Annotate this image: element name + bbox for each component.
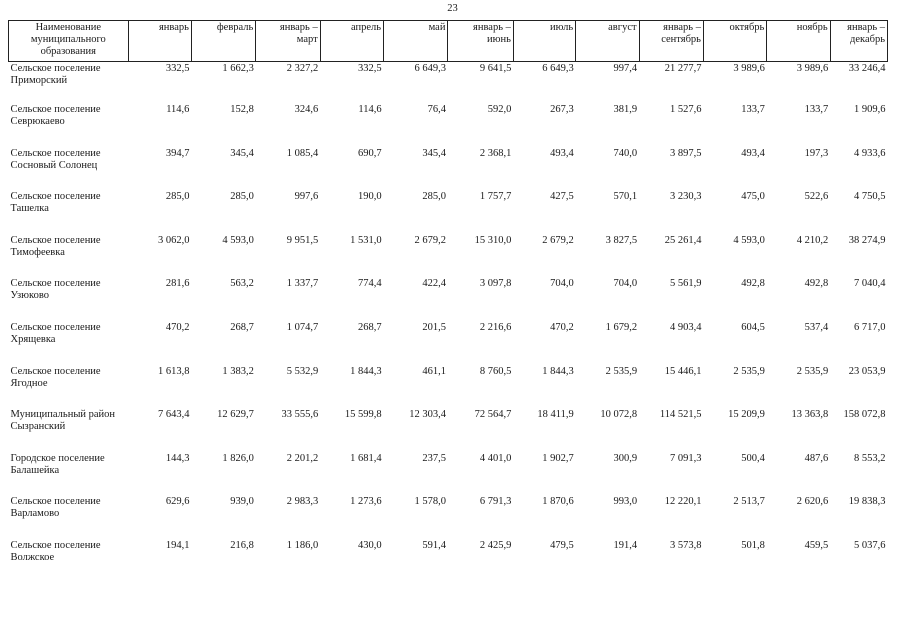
- value-cell: 324,6: [294, 104, 319, 115]
- value-cell: 1 186,0: [286, 539, 319, 551]
- value-cell: 1 273,6: [350, 496, 382, 508]
- value-cell: 2 679,2: [542, 234, 574, 246]
- municipality-name: Сельское поселение Севрюкаево: [10, 104, 101, 127]
- value-cell: 285,0: [422, 191, 446, 203]
- value-cell: 4 903,4: [669, 321, 702, 333]
- column-header-period: ноябрь: [767, 21, 830, 62]
- value-cell: 3 897,5: [669, 147, 702, 159]
- value-cell: 1 578,0: [414, 496, 446, 508]
- value-cell: 216,8: [230, 539, 254, 551]
- value-cell: 3 097,8: [479, 278, 512, 290]
- value-cell: 25 261,4: [664, 234, 702, 246]
- value-cell: 201,5: [422, 321, 446, 333]
- value-cell: 19 838,3: [848, 496, 886, 508]
- table-row: [9, 453, 888, 497]
- column-header-period: январь – сентябрь: [639, 21, 703, 62]
- table-row: [9, 540, 888, 584]
- value-cell: 1 613,8: [157, 365, 190, 377]
- page-number: 23: [447, 3, 458, 14]
- value-cell: 1 870,6: [542, 496, 574, 508]
- municipality-name: Городское поселение Балашейка: [10, 452, 105, 476]
- column-header-period: январь – июнь: [448, 21, 513, 62]
- value-cell: 38 274,9: [848, 234, 886, 246]
- value-cell: 2 535,9: [733, 365, 765, 377]
- value-cell: 133,7: [741, 104, 765, 115]
- value-cell: 459,5: [804, 539, 829, 551]
- value-cell: 4 593,0: [222, 234, 254, 246]
- municipality-name: Сельское поселение Хрящевка: [10, 321, 101, 345]
- value-cell: 2 368,1: [479, 147, 512, 159]
- value-cell: 6 791,3: [479, 496, 512, 508]
- value-cell: 345,4: [230, 147, 254, 159]
- municipality-name: Сельское поселение Сосновый Солонец: [10, 147, 101, 171]
- value-cell: 10 072,8: [600, 409, 638, 421]
- value-cell: 475,0: [741, 191, 765, 203]
- value-cell: 300,9: [613, 452, 638, 464]
- value-cell: 592,0: [487, 104, 512, 115]
- value-cell: 492,8: [741, 278, 765, 290]
- column-header-period: февраль: [191, 21, 255, 62]
- value-cell: 2 679,2: [414, 234, 446, 246]
- value-cell: 570,1: [613, 191, 638, 203]
- value-cell: 21 277,7: [664, 63, 702, 74]
- value-cell: 993,0: [613, 496, 638, 508]
- municipality-name: Муниципальный район Сызранский: [10, 409, 116, 433]
- value-cell: 1 074,7: [286, 321, 319, 333]
- value-cell: 2 983,3: [286, 496, 319, 508]
- value-cell: 7 643,4: [157, 409, 190, 421]
- value-cell: 394,7: [165, 147, 190, 159]
- value-cell: 1 527,6: [669, 104, 702, 115]
- column-header-period: октябрь: [703, 21, 766, 62]
- value-cell: 1 531,0: [350, 234, 382, 246]
- column-header-period: апрель: [320, 21, 383, 62]
- value-cell: 470,2: [165, 321, 190, 333]
- value-cell: 629,6: [165, 496, 190, 508]
- value-cell: 345,4: [422, 147, 446, 159]
- value-cell: 15 446,1: [664, 365, 702, 377]
- value-cell: 3 062,0: [157, 234, 190, 246]
- data-table: [8, 20, 888, 584]
- value-cell: 158 072,8: [843, 409, 886, 421]
- value-cell: 12 220,1: [664, 496, 702, 508]
- table-body: [9, 62, 888, 584]
- value-cell: 690,7: [357, 147, 382, 159]
- value-cell: 487,6: [804, 452, 829, 464]
- value-cell: 15 209,9: [728, 409, 765, 421]
- value-cell: 5 037,6: [854, 539, 886, 551]
- value-cell: 114,6: [166, 104, 190, 115]
- value-cell: 15 599,8: [344, 409, 382, 421]
- table-header: [9, 21, 888, 62]
- value-cell: 1 337,7: [286, 278, 319, 290]
- value-cell: 4 593,0: [733, 234, 765, 246]
- value-cell: 1 681,4: [350, 452, 382, 464]
- value-cell: 7 040,4: [854, 278, 886, 290]
- value-cell: 7 091,3: [669, 452, 702, 464]
- value-cell: 13 363,8: [791, 409, 829, 421]
- value-cell: 133,7: [804, 104, 829, 115]
- value-cell: 190,0: [357, 191, 382, 203]
- value-cell: 2 620,6: [796, 496, 829, 508]
- value-cell: 997,6: [294, 191, 319, 203]
- value-cell: 33 555,6: [281, 409, 319, 421]
- value-cell: 740,0: [613, 147, 638, 159]
- value-cell: 479,5: [550, 539, 574, 551]
- column-header-period: июль: [513, 21, 575, 62]
- column-header-period: январь: [128, 21, 191, 62]
- value-cell: 9 951,5: [286, 234, 319, 246]
- value-cell: 23 053,9: [848, 365, 886, 377]
- value-cell: 492,8: [804, 278, 829, 290]
- value-cell: 197,3: [804, 147, 829, 159]
- value-cell: 1 844,3: [542, 365, 574, 377]
- value-cell: 72 564,7: [474, 409, 512, 421]
- value-cell: 1 085,4: [286, 147, 319, 159]
- table-row: [9, 322, 888, 366]
- column-header-period: январь – декабрь: [830, 21, 887, 62]
- column-header-period: май: [384, 21, 448, 62]
- value-cell: 563,2: [230, 278, 254, 290]
- table-row: [9, 278, 888, 322]
- value-cell: 500,4: [741, 452, 765, 464]
- municipality-name: Сельское поселение Тимофеевка: [10, 234, 101, 258]
- value-cell: 8 553,2: [854, 452, 886, 464]
- table-row: [9, 496, 888, 540]
- value-cell: 3 827,5: [605, 234, 638, 246]
- value-cell: 493,4: [741, 147, 765, 159]
- value-cell: 493,4: [550, 147, 574, 159]
- value-cell: 522,6: [804, 191, 829, 203]
- value-cell: 15 310,0: [474, 234, 512, 246]
- value-cell: 268,7: [357, 321, 382, 333]
- value-cell: 704,0: [613, 278, 638, 290]
- table-row: [9, 191, 888, 235]
- table-row: [9, 148, 888, 192]
- value-cell: 461,1: [422, 365, 446, 377]
- value-cell: 3 989,6: [733, 63, 765, 74]
- value-cell: 194,1: [165, 539, 190, 551]
- value-cell: 604,5: [741, 321, 765, 333]
- value-cell: 939,0: [230, 496, 254, 508]
- value-cell: 267,3: [550, 104, 574, 115]
- value-cell: 114,6: [358, 104, 382, 115]
- value-cell: 237,5: [422, 452, 446, 464]
- value-cell: 332,5: [165, 63, 190, 74]
- value-cell: 18 411,9: [537, 409, 574, 421]
- value-cell: 2 535,9: [605, 365, 638, 377]
- table-row: [9, 366, 888, 410]
- value-cell: 422,4: [422, 278, 446, 290]
- column-header-period: январь – март: [256, 21, 320, 62]
- value-cell: 114 521,5: [659, 409, 702, 421]
- value-cell: 5 561,9: [669, 278, 702, 290]
- value-cell: 285,0: [230, 191, 254, 203]
- value-cell: 152,8: [230, 104, 254, 115]
- value-cell: 6 649,3: [542, 63, 574, 74]
- value-cell: 4 210,2: [796, 234, 829, 246]
- value-cell: 501,8: [741, 539, 765, 551]
- header-row: [9, 21, 888, 62]
- value-cell: 1 757,7: [479, 191, 512, 203]
- value-cell: 12 303,4: [409, 409, 446, 421]
- value-cell: 3 989,6: [796, 63, 829, 74]
- column-header-name: Наименование муниципального образования: [9, 21, 129, 62]
- value-cell: 1 909,6: [854, 104, 886, 115]
- value-cell: 332,5: [357, 63, 382, 74]
- value-cell: 1 679,2: [605, 321, 638, 333]
- value-cell: 285,0: [165, 191, 190, 203]
- value-cell: 2 425,9: [479, 539, 512, 551]
- value-cell: 430,0: [357, 539, 382, 551]
- table-row: [9, 409, 888, 453]
- municipality-name: Сельское поселение Приморский: [10, 63, 101, 86]
- value-cell: 5 532,9: [286, 365, 319, 377]
- value-cell: 4 401,0: [479, 452, 512, 464]
- value-cell: 537,4: [804, 321, 829, 333]
- value-cell: 268,7: [230, 321, 254, 333]
- value-cell: 2 535,9: [796, 365, 829, 377]
- value-cell: 774,4: [357, 278, 382, 290]
- value-cell: 4 933,6: [854, 147, 886, 159]
- value-cell: 8 760,5: [479, 365, 512, 377]
- value-cell: 144,3: [165, 452, 190, 464]
- value-cell: 1 902,7: [542, 452, 574, 464]
- value-cell: 2 216,6: [479, 321, 512, 333]
- value-cell: 381,9: [613, 104, 638, 115]
- table-row: [9, 235, 888, 279]
- column-header-period: август: [576, 21, 639, 62]
- municipality-name: Сельское поселение Узюково: [10, 278, 101, 302]
- value-cell: 191,4: [613, 539, 638, 551]
- value-cell: 1 826,0: [222, 452, 254, 464]
- municipality-name: Сельское поселение Волжское: [10, 539, 101, 563]
- value-cell: 997,4: [613, 63, 638, 74]
- value-cell: 2 201,2: [286, 452, 319, 464]
- table-row: [9, 62, 888, 105]
- table-row: [9, 104, 888, 148]
- value-cell: 6 649,3: [414, 63, 446, 74]
- value-cell: 9 641,5: [479, 63, 512, 74]
- value-cell: 704,0: [550, 278, 574, 290]
- municipality-name: Сельское поселение Варламово: [10, 496, 101, 520]
- value-cell: 2 327,2: [286, 63, 319, 74]
- value-cell: 3 230,3: [669, 191, 702, 203]
- value-cell: 4 750,5: [854, 191, 886, 203]
- value-cell: 2 513,7: [733, 496, 765, 508]
- value-cell: 591,4: [422, 539, 446, 551]
- value-cell: 12 629,7: [217, 409, 254, 421]
- municipality-name: Сельское поселение Ташелка: [10, 191, 101, 215]
- value-cell: 33 246,4: [848, 63, 886, 74]
- value-cell: 281,6: [165, 278, 190, 290]
- value-cell: 1 662,3: [222, 63, 254, 74]
- value-cell: 1 844,3: [350, 365, 382, 377]
- value-cell: 1 383,2: [222, 365, 254, 377]
- value-cell: 6 717,0: [854, 321, 886, 333]
- municipality-name: Сельское поселение Ягодное: [10, 365, 101, 389]
- value-cell: 76,4: [427, 104, 446, 115]
- value-cell: 427,5: [550, 191, 574, 203]
- value-cell: 3 573,8: [669, 539, 702, 551]
- value-cell: 470,2: [550, 321, 574, 333]
